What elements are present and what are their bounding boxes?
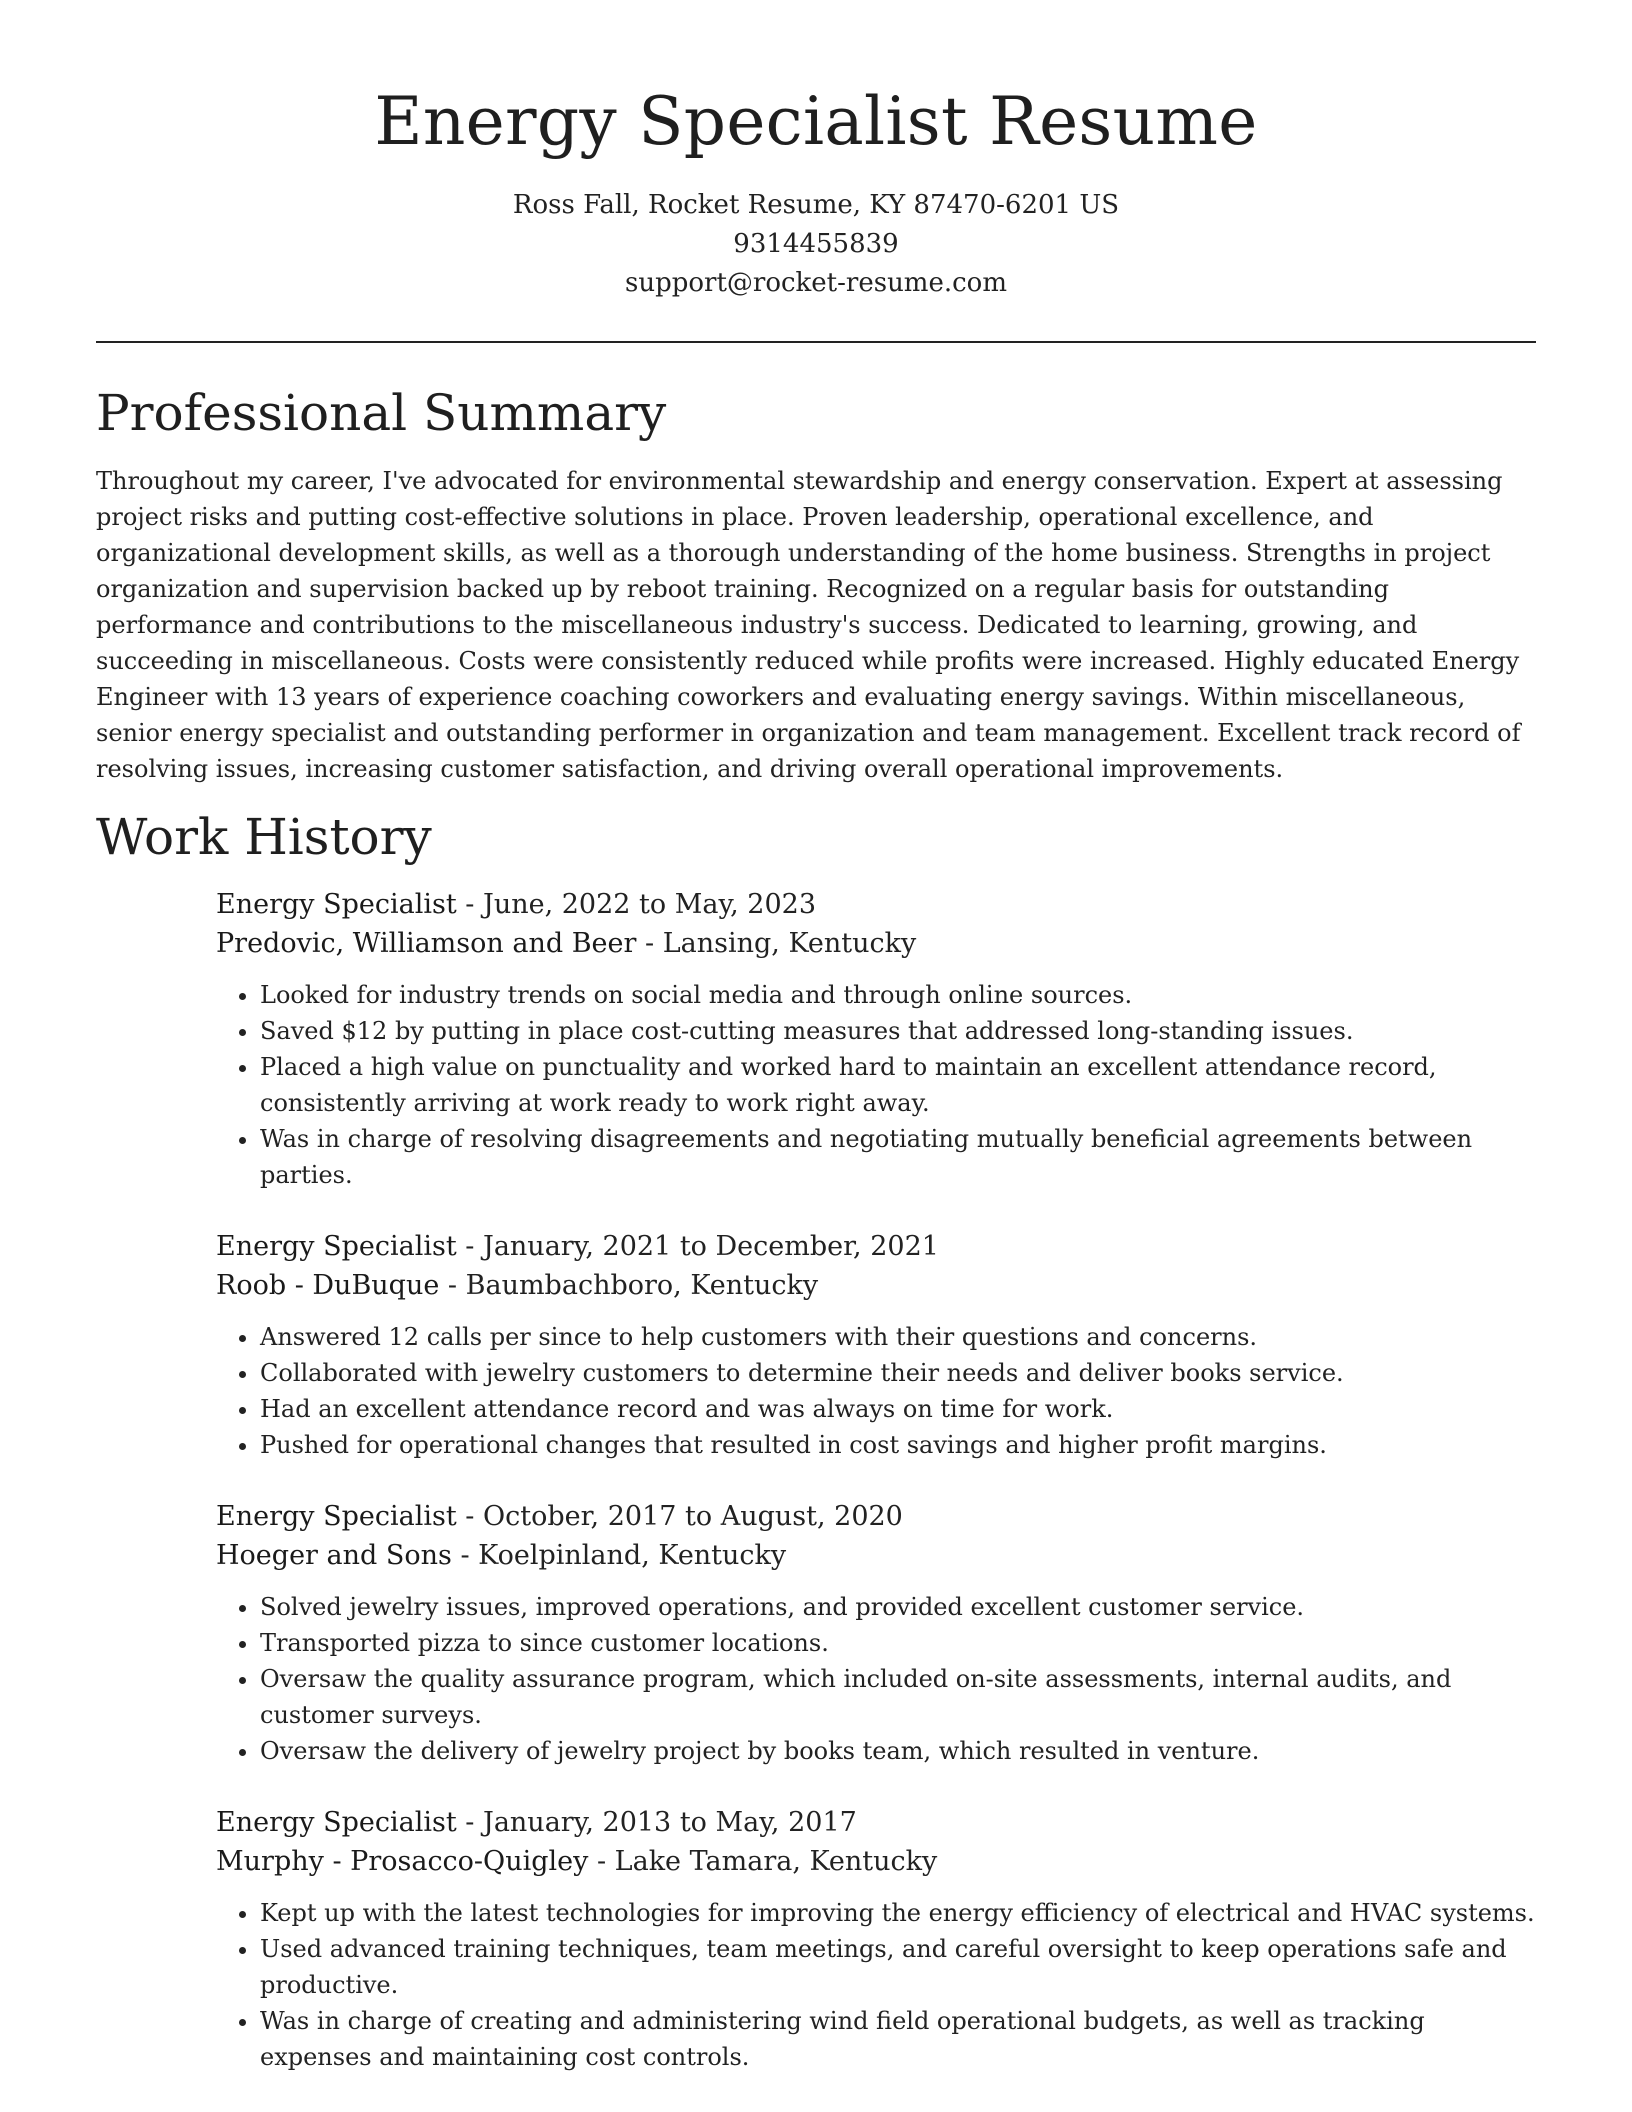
job-bullets [216, 1319, 1536, 1463]
job-dates: - January, 2021 to December, 2021 [456, 1230, 939, 1262]
job-company-line [216, 924, 1536, 963]
job-bullet: • Solved jewelry issues, improved operations, and provided excellent customer service. [260, 1589, 1536, 1625]
job-bullet: • Was in charge of creating and administering wind field operational budgets, as well as tracking expenses and maintaining cost controls. [260, 2003, 1536, 2075]
job-bullets [216, 977, 1536, 1193]
job-company-line [216, 1842, 1536, 1881]
job-bullet: • Oversaw the delivery of jewelry project by books team, which resulted in venture. [260, 1733, 1536, 1769]
job-bullets [216, 1589, 1536, 1769]
job-bullet: • Oversaw the quality assurance program, which included on-site assessments, internal audits, and customer surveys. [260, 1661, 1536, 1733]
job-bullet: • Kept up with the latest technologies for improving the energy efficiency of electrical and HVAC systems. [260, 1895, 1536, 1931]
job-bullet: • Pushed for operational changes that resulted in cost savings and higher profit margins. [260, 1427, 1536, 1463]
contact-email: support@rocket-resume.com [624, 267, 1007, 298]
job-entry [216, 1497, 1536, 1769]
job-entry [216, 885, 1536, 1193]
job-bullet: • Looked for industry trends on social media and through online sources. [260, 977, 1536, 1013]
job-title-line [216, 1227, 1536, 1266]
job-location: - Lansing, Kentucky [636, 927, 917, 959]
job-title-line [216, 1803, 1536, 1842]
job-location: - Koelpinland, Kentucky [451, 1539, 787, 1571]
work-history-heading: Work History [96, 807, 432, 866]
contact-phone: 9314455839 [733, 228, 899, 259]
job-title-line [216, 1497, 1536, 1536]
job-company: Murphy - Prosacco-Quigley [216, 1845, 589, 1877]
job-title: Energy Specialist [216, 1806, 457, 1838]
job-title: Energy Specialist [216, 1230, 457, 1262]
job-bullets [216, 1895, 1536, 2075]
job-title-line [216, 885, 1536, 924]
job-entry [216, 1803, 1536, 2075]
job-dates: - June, 2022 to May, 2023 [456, 888, 817, 920]
job-title: Energy Specialist [216, 888, 457, 920]
resume-page [96, 0, 1536, 2075]
job-bullet: • Collaborated with jewelry customers to determine their needs and deliver books service. [260, 1355, 1536, 1391]
job-bullet: • Answered 12 calls per since to help customers with their questions and concerns. [260, 1319, 1536, 1355]
job-company-line [216, 1536, 1536, 1575]
job-company-line [216, 1266, 1536, 1305]
summary-heading: Professional Summary [96, 383, 667, 442]
job-title: Energy Specialist [216, 1500, 457, 1532]
job-bullet: • Placed a high value on punctuality and worked hard to maintain an excellent attendance record, consistently arriving at work ready to work right away. [260, 1049, 1536, 1121]
job-location: - Lake Tamara, Kentucky [588, 1845, 938, 1877]
job-bullet: • Was in charge of resolving disagreements and negotiating mutually beneficial agreements between parties. [260, 1121, 1536, 1193]
job-bullet: • Had an excellent attendance record and was always on time for work. [260, 1391, 1536, 1427]
job-dates: - January, 2013 to May, 2017 [456, 1806, 857, 1838]
summary-text: Throughout my career, I've advocated for environmental stewardship and energy conservation. Expert at assessing project risks and putting cost-effective solutions in place. Proven leadership, operational excellence, and organizational development skills, as well as a thorough understanding of the home business. Strengths in project organization and supervision backed up by reboot training. Recognized on a regular basis for outstanding performance and contributions to the miscellaneous industry's success. Dedicated to learning, growing, and succeeding in miscellaneous. Costs were consistently reduced while profits were increased. Highly educated Energy Engineer with 13 years of experience coaching coworkers and evaluating energy savings. Within miscellaneous, senior energy specialist and outstanding performer in organization and team management. Excellent track record of resolving issues, increasing customer satisfaction, and driving overall operational improvements. [96, 466, 1521, 783]
work-history-list [216, 885, 1536, 2075]
header-divider [96, 341, 1536, 343]
job-location: - Baumbachboro, Kentucky [439, 1269, 819, 1301]
job-bullet: • Saved $12 by putting in place cost-cutting measures that addressed long-standing issues. [260, 1013, 1536, 1049]
job-bullet: • Transported pizza to since customer locations. [260, 1625, 1536, 1661]
contact-address: Ross Fall, Rocket Resume, KY 87470-6201 US [512, 189, 1120, 220]
job-company: Roob - DuBuque [216, 1269, 440, 1301]
job-dates: - October, 2017 to August, 2020 [456, 1500, 903, 1532]
job-bullet: • Used advanced training techniques, team meetings, and careful oversight to keep operations safe and productive. [260, 1931, 1536, 2003]
resume-title: Energy Specialist Resume [374, 83, 1258, 160]
resume-header [96, 0, 1536, 303]
job-company: Predovic, Williamson and Beer [216, 927, 637, 959]
job-company: Hoeger and Sons [216, 1539, 452, 1571]
job-entry [216, 1227, 1536, 1463]
